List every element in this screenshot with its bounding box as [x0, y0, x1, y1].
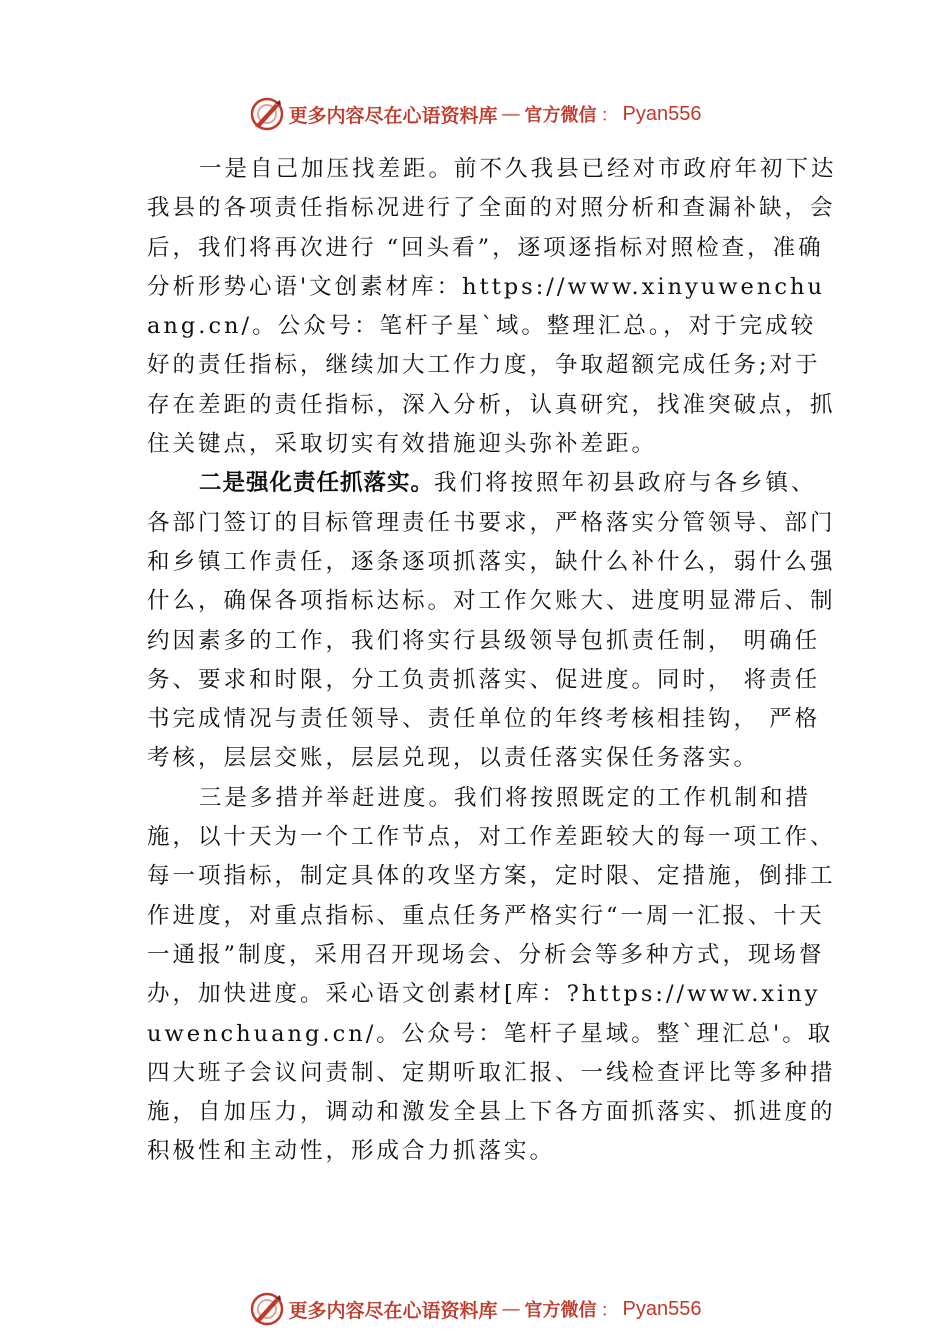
brand-name: 更多内容尽在心语资料库 — [288, 104, 498, 127]
paragraph-1-text: 一是自己加压找差距。前不久我县已经对市政府年初下达我县的各项责任指标况进行了全面的对照分析和查漏补缺，会后，我们将再次进行 “回头看”，逐项逐指标对照检查，准确分析形势心语'文创素材库：https://www.xinyuwenchuang.cn/。公众号：笔杆子星`域。整理汇总。，对于完成较好的责任指标，继续加大工作力度，争取超额完成任务;对于存在差距的责任指标，深入分析，认真研究，找准突破点，抓住关键点，采取切实有效措施迎头弥补差距。 — [147, 156, 837, 458]
wechat-handle: Pyan556 — [622, 1297, 702, 1320]
document-body — [147, 150, 837, 1172]
banner-colon: ： — [600, 105, 619, 126]
banner-dash: — — [501, 1298, 521, 1320]
paragraph-2-lead: 二是强化责任抓落实。 — [199, 470, 435, 497]
footer-watermark-banner — [0, 1289, 950, 1329]
banner-colon: ： — [600, 1300, 619, 1321]
header-watermark-banner — [0, 94, 950, 134]
paragraph-1 — [147, 150, 837, 464]
paragraph-3-text: 三是多措并举赶进度。我们将按照既定的工作机制和措施，以十天为一个工作节点，对工作差距较大的每一项工作、每一项指标，制定具体的攻坚方案，定时限、定措施，倒排工作进度，对重点指标、重点任务严格实行“一周一汇报、十天一通报”制度，采用召开现场会、分析会等多种方式，现场督办，加快进度。采心语文创素材[库：?https://www.xinyuwenchuang.cn/。公众号：笔杆子星域。整`理汇总'。取四大班子会议问责制、定期听取汇报、一线检查评比等多种措施，自加压力，调动和激发全县上下各方面抓落实、抓进度的积极性和主动性，形成合力抓落实。 — [147, 784, 836, 1165]
brand-name: 更多内容尽在心语资料库 — [288, 1299, 498, 1322]
wechat-label: 官方微信 — [524, 105, 597, 126]
brand-logo-icon — [249, 1291, 285, 1327]
paragraph-2-text: 我们将按照年初县政府与各乡镇、各部门签订的目标管理责任书要求，严格落实分管领导、部门和乡镇工作责任，逐条逐项抓落实，缺什么补什么，弱什么强什么，确保各项指标达标。对工作欠账大、进度明显滞后、制约因素多的工作，我们将实行县级领导包抓责任制， 明确任务、要求和时限，分工负责抓落实、促进度。同时， 将责任书完成情况与责任领导、责任单位的年终考核相挂钩， 严格考核，层层交账，层层兑现，以责任落实保任务落实。 — [147, 470, 836, 772]
banner-dash: — — [501, 103, 521, 125]
wechat-handle: Pyan556 — [622, 102, 702, 125]
wechat-label: 官方微信 — [524, 1300, 597, 1321]
paragraph-3 — [147, 779, 837, 1172]
paragraph-2 — [147, 464, 837, 778]
brand-logo-icon — [249, 96, 285, 132]
